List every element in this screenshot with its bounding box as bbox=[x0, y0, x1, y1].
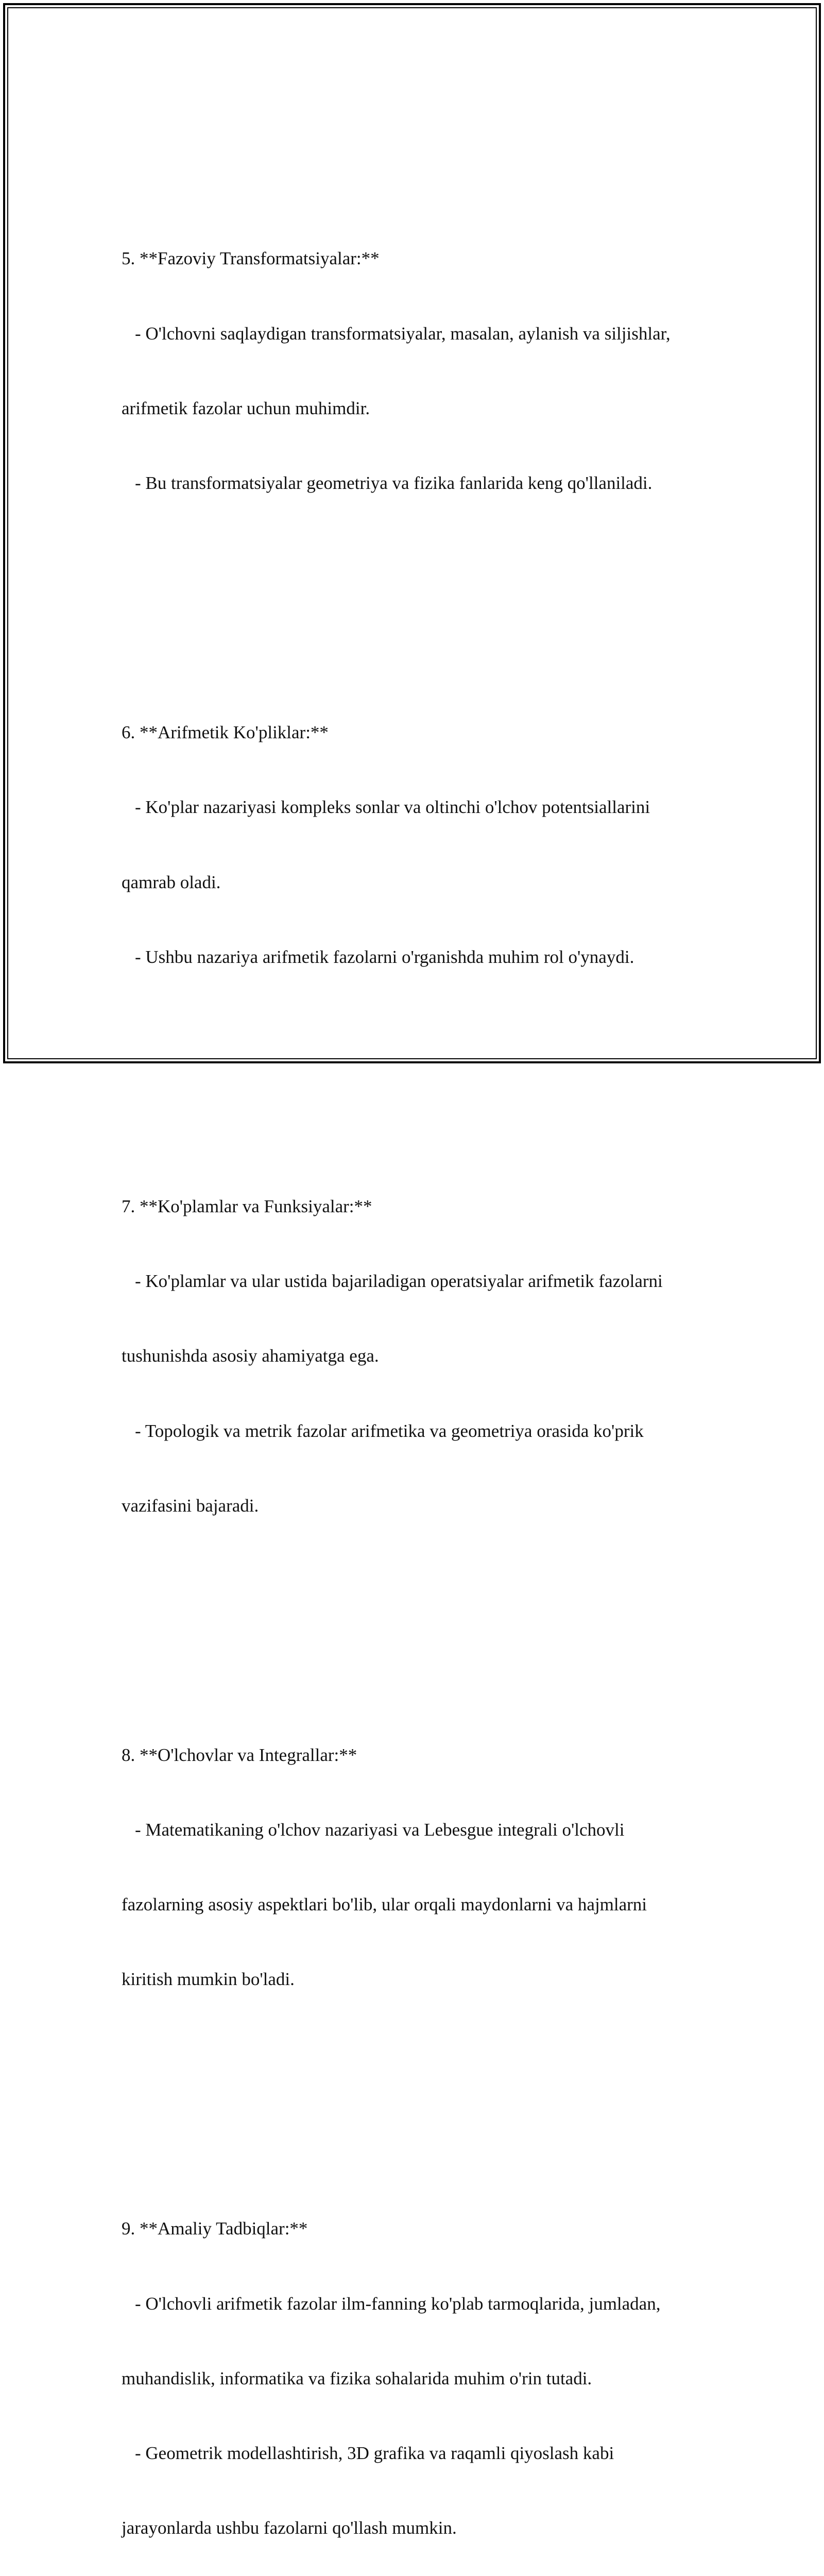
section-9 bbox=[122, 2167, 729, 2576]
section-5 bbox=[122, 197, 729, 546]
bullet-continuation: muhandislik, informatika va fizika sohalarida muhim o'rin tutadi. bbox=[122, 2368, 592, 2388]
section-heading: 7. **Ko'plamlar va Funksiyalar:** bbox=[122, 1196, 372, 1216]
section-7 bbox=[122, 1144, 729, 1568]
section-heading: 9. **Amaliy Tadbiqlar:** bbox=[122, 2218, 308, 2239]
bullet-continuation: qamrab oladi. bbox=[122, 872, 221, 892]
bullet-continuation: arifmetik fazolar uchun muhimdir. bbox=[122, 398, 370, 418]
bullet-line: - Ko'plamlar va ular ustida bajariladigan operatsiyalar arifmetik fazolarni bbox=[135, 1271, 663, 1292]
bullet-line: - Bu transformatsiyalar geometriya va fizika fanlarida keng qo'llaniladi. bbox=[135, 473, 653, 494]
bullet-continuation: jarayonlarda ushbu fazolarni qo'llash mumkin. bbox=[122, 2518, 457, 2538]
bullet-line: - O'lchovni saqlaydigan transformatsiyalar, masalan, aylanish va siljishlar, bbox=[135, 323, 671, 344]
bullet-line: - Topologik va metrik fazolar arifmetika va geometriya orasida ko'prik bbox=[135, 1420, 644, 1441]
section-heading: 8. **O'lchovlar va Integrallar:** bbox=[122, 1744, 357, 1765]
bullet-continuation: vazifasini bajaradi. bbox=[122, 1495, 259, 1516]
bullet-line: - Ko'plar nazariyasi kompleks sonlar va oltinchi o'lchov potentsiallarini bbox=[135, 797, 650, 818]
section-heading: 6. **Arifmetik Ko'pliklar:** bbox=[122, 722, 329, 743]
section-8 bbox=[122, 1693, 729, 2042]
section-6 bbox=[122, 670, 729, 1020]
bullet-continuation: kiritish mumkin bo'ladi. bbox=[122, 1969, 295, 1990]
bullet-continuation: tushunishda asosiy ahamiyatga ega. bbox=[122, 1346, 379, 1366]
bullet-line: - Geometrik modellashtirish, 3D grafika va raqamli qiyoslash kabi bbox=[135, 2443, 614, 2464]
document-body bbox=[122, 97, 729, 2576]
bullet-continuation: fazolarning asosiy aspektlari bo'lib, ular orqali maydonlarni va hajmlarni bbox=[122, 1894, 647, 1915]
bullet-line: - O'lchovli arifmetik fazolar ilm-fanning ko'plab tarmoqlarida, jumladan, bbox=[135, 2293, 661, 2314]
bullet-line: - Ushbu nazariya arifmetik fazolarni o'rganishda muhim rol o'ynaydi. bbox=[135, 946, 634, 967]
section-heading: 5. **Fazoviy Transformatsiyalar:** bbox=[122, 248, 380, 269]
bullet-line: - Matematikaning o'lchov nazariyasi va Lebesgue integrali o'lchovli bbox=[135, 1819, 625, 1840]
